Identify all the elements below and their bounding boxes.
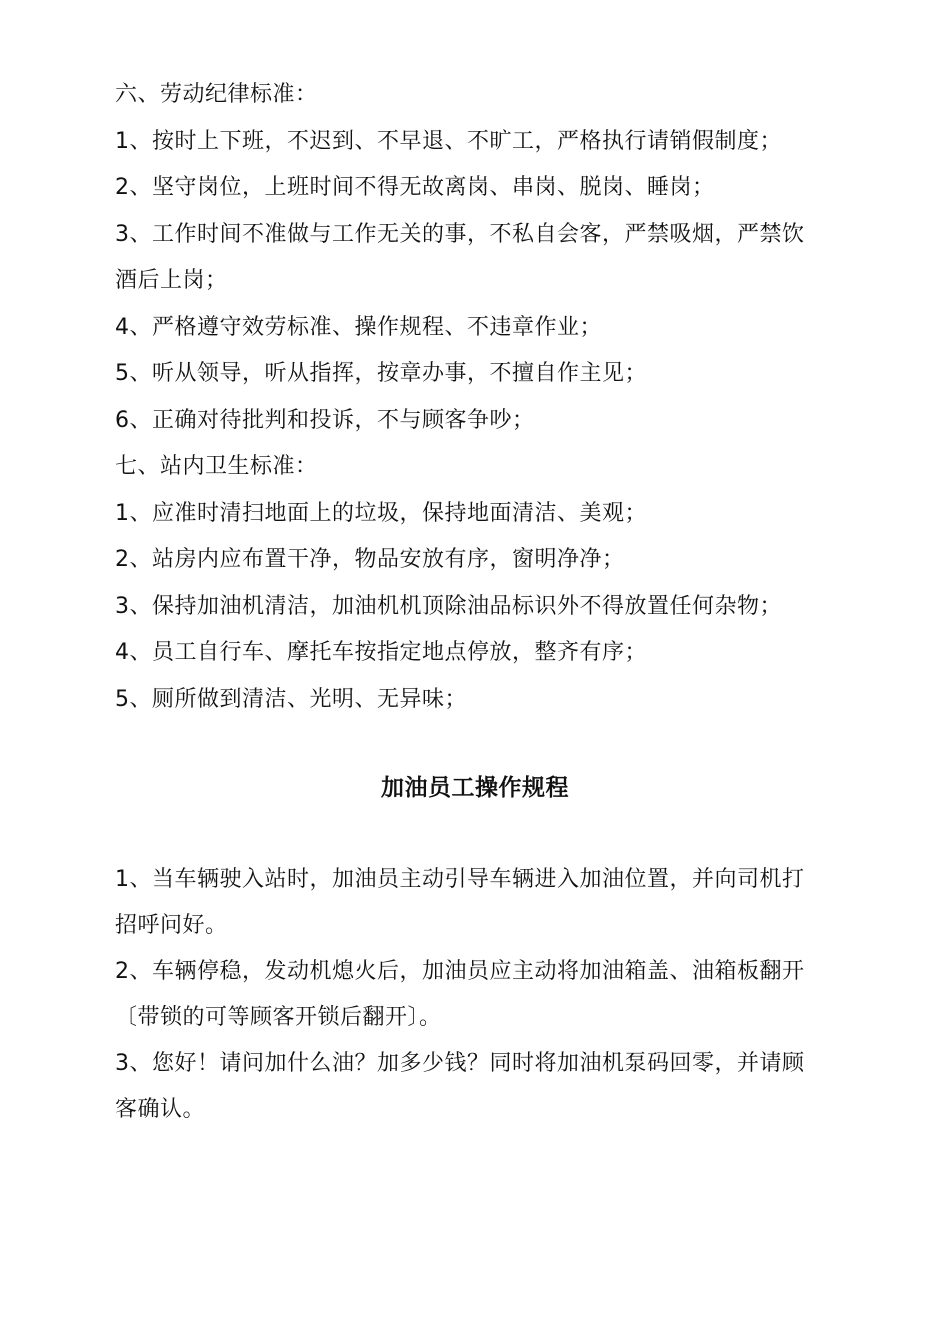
procedure-step-1: 1、当车辆驶入站时，加油员主动引导车辆进入加油位置，并向司机打 [115, 867, 805, 892]
labor-rule-6: 6、正确对待批判和投诉，不与顾客争吵； [115, 407, 535, 433]
labor-rule-4: 4、严格遵守效劳标准、操作规程、不违章作业； [115, 314, 602, 340]
labor-rule-5: 5、听从领导，听从指挥，按章办事，不擅自作主见； [115, 361, 647, 386]
labor-rule-1: 1、按时上下班，不迟到、不早退、不旷工，严格执行请销假制度； [115, 128, 782, 154]
procedure-step-3-continued: 客确认。 [115, 1097, 206, 1122]
hygiene-rule-4: 4、员工自行车、摩托车按指定地点停放，整齐有序； [115, 640, 647, 665]
procedure-step-3: 3、您好！请问加什么油？加多少钱？同时将加油机泵码回零，并请顾 [115, 1051, 805, 1076]
hygiene-rule-3: 3、保持加油机清洁，加油机机顶除油品标识外不得放置任何杂物； [115, 593, 782, 619]
procedure-title: 加油员工操作规程 [381, 775, 569, 801]
labor-discipline-heading: 六、劳动纪律标准： [115, 82, 318, 107]
hygiene-rule-1: 1、应准时清扫地面上的垃圾，保持地面清洁、美观； [115, 500, 647, 526]
procedure-step-2: 2、车辆停稳，发动机熄火后，加油员应主动将加油箱盖、油箱板翻开 [115, 959, 805, 984]
procedure-step-2-continued: 〔带锁的可等顾客开锁后翻开〕。 [115, 1005, 442, 1030]
procedure-step-1-continued: 招呼问好。 [115, 913, 228, 938]
labor-rule-3-continued: 酒后上岗； [115, 268, 228, 293]
hygiene-rule-2: 2、站房内应布置干净，物品安放有序，窗明净净； [115, 547, 625, 572]
hygiene-heading: 七、站内卫生标准： [115, 454, 318, 479]
procedure-section [115, 857, 825, 1133]
standards-section [115, 72, 825, 723]
labor-rule-3: 3、工作时间不准做与工作无关的事，不私自会客，严禁吸烟，严禁饮 [115, 221, 805, 247]
hygiene-rule-5: 5、厕所做到清洁、光明、无异味； [115, 686, 467, 712]
labor-rule-2: 2、坚守岗位，上班时间不得无故离岗、串岗、脱岗、睡岗； [115, 175, 715, 200]
